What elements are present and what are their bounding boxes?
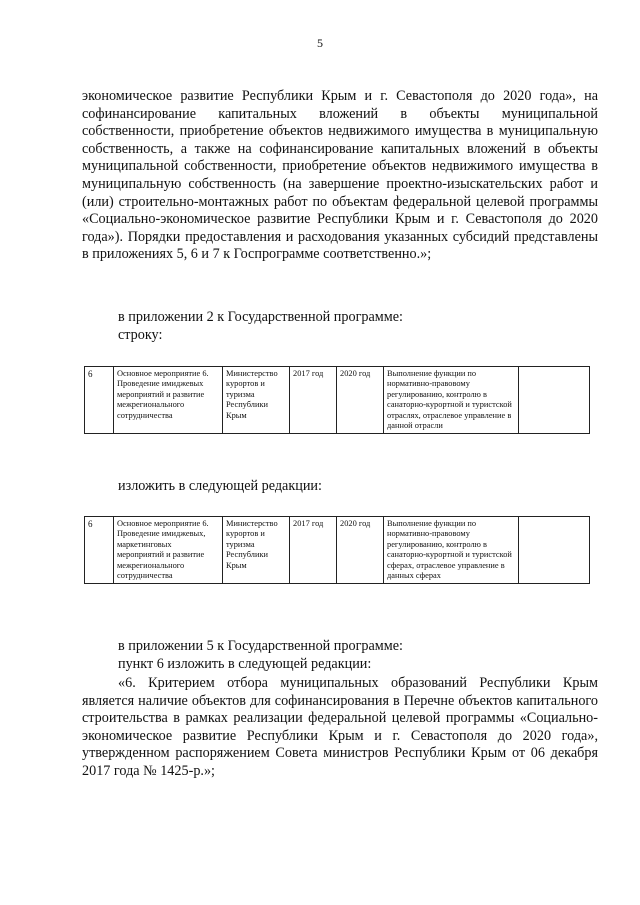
cell-activity: Основное мероприятие 6. Проведение имиджевых мероприятий и развитие межрегионального сотрудничества <box>114 367 223 434</box>
final-paragraph: «6. Критерием отбора муниципальных образований Республики Крым является наличие объектов для софинансирования в Перечне объектов капитального строительства в рамках реализации федеральной целевой программы «Социально-экономическое развитие Республики Крым и г. Севастополя до 2020 года», утвержденном распоряжением Совета министров Республики Крым от 06 декабря 2017 года № 1425-р.»; <box>82 675 598 779</box>
cell-extra <box>519 517 590 584</box>
cell-executor: Министерство курортов и туризма Республики Крым <box>223 517 290 584</box>
cell-executor: Министерство курортов и туризма Республики Крым <box>223 367 290 434</box>
cell-start: 2017 год <box>290 367 337 434</box>
cell-activity: Основное мероприятие 6. Проведение имиджевых, маркетинговых мероприятий и развитие межрегионального сотрудничества <box>114 517 223 584</box>
cell-end: 2020 год <box>337 517 384 584</box>
page-number: 5 <box>317 36 323 50</box>
cell-end: 2020 год <box>337 367 384 434</box>
table-old-row <box>84 366 590 434</box>
point6-line: пункт 6 изложить в следующей редакции: <box>118 656 372 672</box>
cell-start: 2017 год <box>290 517 337 584</box>
appendix5-line: в приложении 5 к Государственной программе: <box>118 638 403 654</box>
table-new-row <box>84 516 590 584</box>
cell-extra <box>519 367 590 434</box>
table-row <box>85 367 590 434</box>
cell-result: Выполнение функции по нормативно-правовому регулированию, контролю в санаторно-курортной и туристской отраслях, отраслевое управление в данной отрасли <box>384 367 519 434</box>
cell-result: Выполнение функции по нормативно-правовому регулированию, контролю в санаторно-курортной и туристской сферах, отраслевое управление в данных сферах <box>384 517 519 584</box>
cell-number: 6 <box>85 367 114 434</box>
appendix2-line: в приложении 2 к Государственной программе: <box>118 309 403 325</box>
table-row <box>85 517 590 584</box>
cell-number: 6 <box>85 517 114 584</box>
row-line: строку: <box>118 327 163 343</box>
intro-paragraph: экономическое развитие Республики Крым и г. Севастополя до 2020 года», на софинансирование капитальных вложений в объекты муниципальной собственности, приобретение объектов недвижимого имущества в муниципальную собственность, а также на софинансирование капитальных вложений в объекты муниципальной собственности, приобретение объектов недвижимого имущества в муниципальную собственность (на завершение проектно-изыскательских работ и (или) строительно-монтажных работ по объектам федеральной целевой программы «Социально-экономическое развитие Республики Крым и г. Севастополя до 2020 года»). Порядки предоставления и расходования указанных субсидий представлены в приложениях 5, 6 и 7 к Госпрограмме соответственно.»; <box>82 88 598 263</box>
restate-line: изложить в следующей редакции: <box>118 478 322 494</box>
